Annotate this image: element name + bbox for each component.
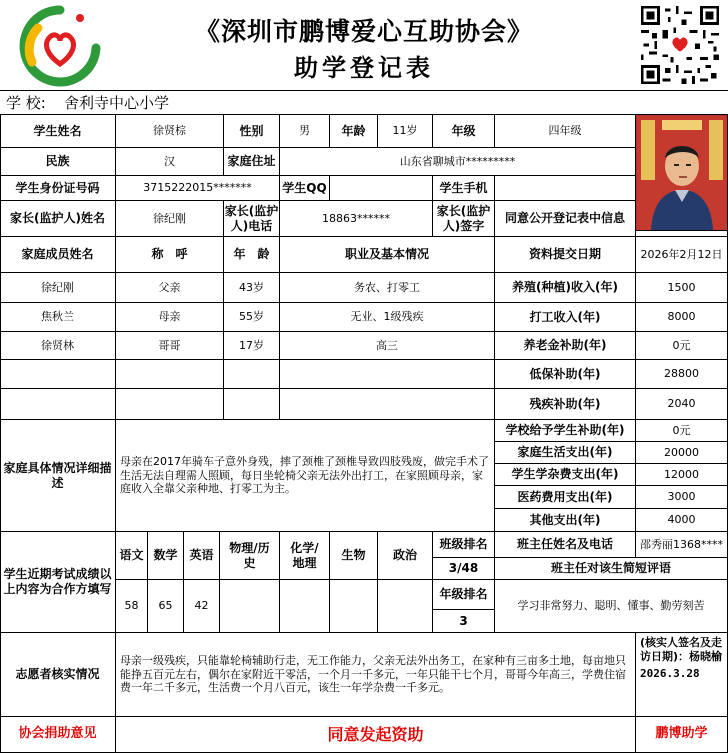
guardian-name: 徐纪刚 (116, 201, 224, 237)
finance-label: 低保补助(年) (495, 360, 636, 389)
family-empty-cell (0, 389, 116, 420)
finance-label: 医药费用支出(年) (495, 486, 636, 509)
teacher-comment: 学习非常努力、聪明、懂事、勤劳刻苦 (495, 580, 728, 633)
student-photo (636, 115, 728, 231)
verifier-note: (核实人签名及走访日期)：杨晓榆 (640, 636, 723, 663)
teacher-label: 班主任姓名及电话 (495, 532, 636, 558)
finance-value: 8000 (636, 303, 728, 332)
finance-label: 养殖(种植)收入(年) (495, 273, 636, 303)
phone-label: 学生手机 (433, 176, 495, 201)
age: 11岁 (378, 115, 433, 148)
subject-score: 65 (148, 580, 184, 633)
grade-label: 年级 (433, 115, 495, 148)
subject-score: 58 (116, 580, 148, 633)
finance-value: 0元 (636, 332, 728, 360)
grade-rank-label: 年级排名 (433, 580, 495, 610)
subject-header: 英语 (184, 532, 220, 580)
guardian-name-label: 家长(监护人)姓名 (0, 201, 116, 237)
qq-label: 学生QQ (280, 176, 330, 201)
finance-value: 3000 (636, 486, 728, 509)
subject-score (378, 580, 433, 633)
student-photo-image (637, 116, 727, 230)
subject-score: 42 (184, 580, 220, 633)
volunteer-label: 志愿者核实情况 (0, 633, 116, 717)
qr-code-icon (641, 6, 719, 84)
verifier-cell (636, 633, 728, 717)
finance-value: 1500 (636, 273, 728, 303)
school-label: 学 校: (6, 94, 46, 112)
finance-value: 12000 (636, 464, 728, 486)
finance-label: 养老金补助(年) (495, 332, 636, 360)
submit-date-label: 资料提交日期 (495, 237, 636, 273)
qq-value (330, 176, 433, 201)
grade: 四年级 (495, 115, 636, 148)
title-line1: 《深圳市鹏博爱心互助协会》 (194, 17, 533, 46)
family-empty-cell (116, 360, 224, 389)
ethnicity-label: 民族 (0, 148, 116, 176)
teacher-value: 邵秀丽1368**** (636, 532, 728, 558)
age-label: 年龄 (330, 115, 378, 148)
finance-value: 4000 (636, 509, 728, 532)
address: 山东省聊城市********* (280, 148, 636, 176)
title-line2: 助学登记表 (294, 53, 434, 82)
family-empty-cell (224, 360, 280, 389)
subject-header: 化学/地理 (280, 532, 330, 580)
submit-date: 2026年2月12日 (636, 237, 728, 273)
family-header-relation: 称 呼 (116, 237, 224, 273)
family-member-name: 徐纪刚 (0, 273, 116, 303)
finance-label: 打工收入(年) (495, 303, 636, 332)
subject-score (330, 580, 378, 633)
donation-decision: 同意发起资助 (116, 717, 636, 753)
family-empty-cell (224, 389, 280, 420)
student-name-label: 学生姓名 (0, 115, 116, 148)
family-member-occupation: 高三 (280, 332, 495, 360)
grade-rank: 3 (433, 610, 495, 633)
family-member-name: 徐贤林 (0, 332, 116, 360)
subject-header: 数学 (148, 532, 184, 580)
class-rank-label: 班级排名 (433, 532, 495, 558)
family-member-age: 17岁 (224, 332, 280, 360)
family-header-age: 年 龄 (224, 237, 280, 273)
guardian-phone: 18863****** (280, 201, 433, 237)
family-header-occupation: 职业及基本情况 (280, 237, 495, 273)
family-member-relation: 母亲 (116, 303, 224, 332)
family-member-relation: 哥哥 (116, 332, 224, 360)
class-rank: 3/48 (433, 558, 495, 580)
family-member-occupation: 务农、打零工 (280, 273, 495, 303)
finance-value: 28800 (636, 360, 728, 389)
subject-score (280, 580, 330, 633)
header (0, 0, 728, 90)
family-member-occupation: 无业、1级残疾 (280, 303, 495, 332)
guardian-consent: 同意公开登记表中信息 (495, 201, 636, 237)
family-detail-text: 母亲在2017年骑车子意外身残，摔了颈椎了颈椎导致四肢残废，做完手术了生活无法自理需人照顾，每日坐轮椅父亲无法外出打工，在家照顾母亲，家庭收入全靠父亲种地、打零工为主。 (116, 420, 495, 532)
subject-header: 语文 (116, 532, 148, 580)
student-name: 徐贤棕 (116, 115, 224, 148)
subject-header: 政治 (378, 532, 433, 580)
finance-label: 其他支出(年) (495, 509, 636, 532)
family-empty-cell (280, 360, 495, 389)
family-member-relation: 父亲 (116, 273, 224, 303)
id-number: 3715222015******* (116, 176, 280, 201)
finance-label: 学生学杂费支出(年) (495, 464, 636, 486)
comment-label: 班主任对该生简短评语 (495, 558, 728, 580)
family-empty-cell (0, 360, 116, 389)
gender: 男 (280, 115, 330, 148)
school-row (0, 90, 728, 115)
subject-header: 物理/历史 (220, 532, 280, 580)
registration-table (0, 114, 728, 753)
donation-opinion-label: 协会捐助意见 (0, 717, 116, 753)
finance-value: 0元 (636, 420, 728, 442)
finance-value: 20000 (636, 442, 728, 464)
guardian-sign-label: 家长(监护人)签字 (433, 201, 495, 237)
family-empty-cell (280, 389, 495, 420)
footer-brand: 鹏博助学 (636, 717, 728, 753)
guardian-phone-label: 家长(监护人)电话 (224, 201, 280, 237)
family-member-age: 55岁 (224, 303, 280, 332)
finance-label: 残疾补助(年) (495, 389, 636, 420)
id-label: 学生身份证号码 (0, 176, 116, 201)
subject-score (220, 580, 280, 633)
family-empty-cell (116, 389, 224, 420)
finance-label: 学校给予学生补助(年) (495, 420, 636, 442)
family-member-age: 43岁 (224, 273, 280, 303)
volunteer-text: 母亲一级残疾，只能靠轮椅辅助行走，无工作能力，父亲无法外出务工，在家种有三亩多土地，每亩地只能挣五百元左右，偶尔在家附近干零活，一个月一千多元，一年只能干七个月，哥哥今年高三，学费住宿费一年二千多元，生活费一个月八百元，该生一年学杂费一千多元。 (116, 633, 636, 717)
finance-label: 家庭生活支出(年) (495, 442, 636, 464)
family-detail-label: 家庭具体情况详细描述 (0, 420, 116, 532)
ethnicity: 汉 (116, 148, 224, 176)
family-member-name: 焦秋兰 (0, 303, 116, 332)
address-label: 家庭住址 (224, 148, 280, 176)
phone-value (495, 176, 636, 201)
finance-value: 2040 (636, 389, 728, 420)
subject-header: 生物 (330, 532, 378, 580)
gender-label: 性别 (224, 115, 280, 148)
family-header-name: 家庭成员姓名 (0, 237, 116, 273)
exam-label: 学生近期考试成绩以上内容为合作方填写 (0, 532, 116, 633)
school-name: 舍利寺中心小学 (64, 94, 170, 112)
verify-date: 2026.3.28 (640, 666, 700, 680)
